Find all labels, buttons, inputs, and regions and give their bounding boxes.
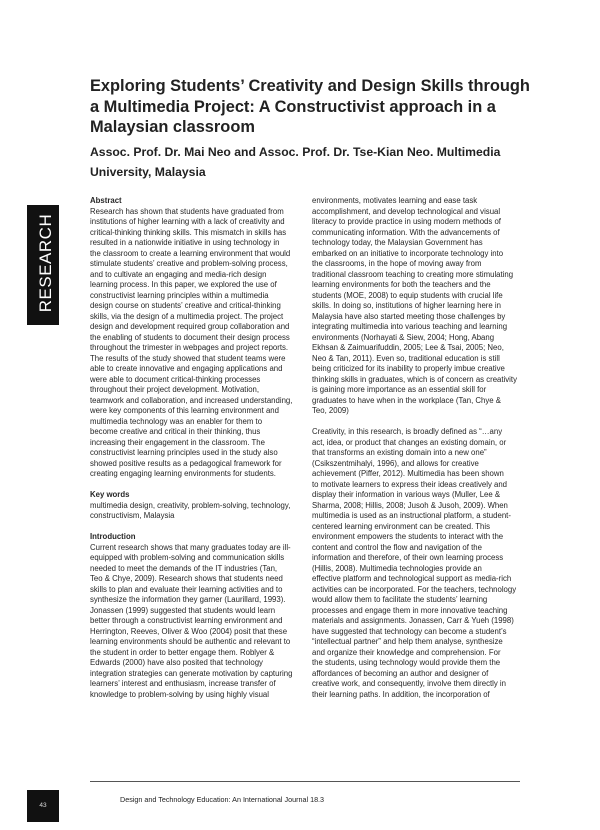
text-line: learning process. In this paper, we explored the use of <box>90 280 277 289</box>
text-line: showed positive results as a pedagogical framework for <box>90 458 282 468</box>
text-line: needed to meet the demands of the IT industries (Tan, <box>90 563 278 573</box>
text-line: processes and engage them in more innovative teaching <box>312 605 508 615</box>
text-line: activities can be incorporated. For the teachers, technology <box>312 584 517 594</box>
text-line: Creativity, in this research, is broadly defined as “…any <box>312 427 503 436</box>
text-line: teamwork and collaboration, and increased understanding, <box>90 395 293 405</box>
text-line: able to create innovative and engaging applications and <box>90 364 283 373</box>
text-line: constructivism, Malaysia <box>90 511 175 520</box>
text-line: that transforms an existing domain into a new one” <box>312 448 487 457</box>
text-line: synthesize the information they garner (Laurillard, 1993). <box>90 595 286 604</box>
text-line: integrating multimedia into various teaching and learning <box>312 322 508 331</box>
paragraph-gap <box>312 417 536 428</box>
text-line: stimulate students’ creative and problem-solving process, <box>90 259 288 268</box>
left-column <box>90 196 314 700</box>
text-line: (Csikszentmihalyi, 1996), and allows for creative <box>312 458 479 468</box>
text-line: skills. In doing so, institutions of higher learning here in <box>312 301 501 310</box>
text-line: learners’ interest and enthusiasm, increase transfer of <box>90 679 276 688</box>
text-line: critical-thinking thinking skills. This mismatch in skills has <box>90 227 287 237</box>
text-line: creative work, and consequently, involve them directly in <box>312 679 507 688</box>
section-sidebar-tab <box>27 205 59 325</box>
text-line: thinking skills in graduates, which is of concern as creativity <box>312 374 517 384</box>
text-line: literacy to provide practice in using modern methods of <box>312 217 501 226</box>
text-line: information and therefore, of their own learning process <box>312 553 504 562</box>
text-line: and to cultivate an engaging and media-rich design <box>90 269 267 279</box>
footer-divider <box>90 781 520 782</box>
text-line: achievement (Piffer, 2012). Multimedia has been shown <box>312 469 504 478</box>
text-line: technology today, the Malaysian Government has <box>312 238 483 247</box>
text-line: become creative and critical in their thinking, thus <box>90 427 261 436</box>
journal-footer: Design and Technology Education: An International Journal 18.3 <box>120 795 325 804</box>
text-line: content and control the flow and navigation of the <box>312 542 482 552</box>
section-heading: Abstract <box>90 196 122 205</box>
text-line: materials and assignments. Jonassen, Carr & Yueh (1998) <box>312 616 514 625</box>
text-line: the enabling of students to document their design process <box>90 332 290 342</box>
text-line: learning environments for both the teachers and the <box>312 280 491 289</box>
text-line: equipped with problem-solving and communication skills <box>90 553 285 562</box>
text-line: (Hillis, 2008). Multimedia technologies provide an <box>312 563 482 573</box>
paragraph-gap <box>90 522 314 533</box>
text-line: creating engaging learning environments for students. <box>90 469 276 478</box>
text-line: design course on students’ creative and critical-thinking <box>90 301 281 310</box>
text-line: Current research shows that many graduates today are ill- <box>90 542 291 552</box>
text-line: constructivist learning principles within a multimedia <box>90 290 269 300</box>
text-line: were able to document critical-thinking processes <box>90 374 261 384</box>
text-line: Ekhsan & Zaimuarifuddin, 2005; Lee & Tsai, 2005; Neo, <box>312 343 504 352</box>
text-line: the classrooms, in the hope of moving away from <box>312 259 482 268</box>
section-heading: Introduction <box>90 532 136 541</box>
text-line: students (MOE, 2008) to equip students with crucial life <box>312 290 503 300</box>
text-line: Malaysia have also started meeting those challenges by <box>312 311 506 321</box>
text-line: Edwards (2000) have also posited that technology <box>90 658 263 667</box>
text-line: skills, via the design of a multimedia project. The project <box>90 311 284 321</box>
text-line: to motivate learners to express their ideas creatively and <box>312 479 508 489</box>
text-line: Sharma, 2008; Hillis, 2008; Jusoh & Jusoh, 2009). When <box>312 500 508 510</box>
text-line: skills to plan and evaluate their learning activities and to <box>90 584 283 594</box>
page-number-tab <box>27 790 59 822</box>
text-line: the students, using technology would provide them the <box>312 658 501 667</box>
section-heading: Key words <box>90 490 130 499</box>
text-line: would allow them to facilitate the students’ learning <box>312 595 488 604</box>
text-line: the student in order to better engage them. Roblyer & <box>90 647 275 657</box>
text-line: constructivist learning principles used in the study also <box>90 448 278 457</box>
text-line: knowledge to problem-solving by using highly visual <box>90 689 269 699</box>
text-line: institutions of higher learning with a lack of creativity and <box>90 217 285 226</box>
text-line: their learning paths. In addition, the incorporation of <box>312 689 490 699</box>
text-line: display their information in various ways (Muller, Lee & <box>312 490 501 499</box>
text-line: integration strategies can generate motivation by capturing <box>90 668 293 678</box>
text-line: “intellectual partner” and help them analyse, synthesize <box>312 637 503 646</box>
text-line: environment empowers the students to interact with the <box>312 532 504 541</box>
text-line: multimedia is used as an instructional platform, a student- <box>312 511 511 520</box>
text-line: have suggested that technology can become a student’s <box>312 626 507 636</box>
text-line: environments (Norhayati & Siew, 2004; Hong, Abang <box>312 332 495 342</box>
text-line: throughout their project development. Motivation, <box>90 385 260 394</box>
section-label: RESEARCH <box>36 213 55 313</box>
text-line: resulted in a nationwide initiative in using technology in <box>90 238 280 247</box>
text-line: better through a constructivist learning environment and <box>90 616 283 625</box>
text-line: The results of the study showed that student teams were <box>90 353 286 363</box>
text-line: and organize their knowledge and comprehension. For <box>312 647 501 657</box>
text-line: being criticized for its inability to properly imbue creative <box>312 364 505 373</box>
text-line: accomplishment, and develop technological and visual <box>312 206 501 216</box>
text-line: Teo & Chye, 2009). Research shows that students need <box>90 574 283 583</box>
article-title: Exploring Students’ Creativity and Design Skills through a Multimedia Project: A Constructivist approach in a Malaysian classroom <box>90 77 530 136</box>
text-line: were key components of this learning environment and <box>90 406 279 415</box>
text-line: design and development required group collaboration and <box>90 322 290 331</box>
text-line: Neo & Tan, 2011). Even so, traditional education is still <box>312 353 500 363</box>
text-line: environments, motivates learning and ease task <box>312 196 478 205</box>
text-line: traditional classroom teaching to creating more stimulating <box>312 269 514 279</box>
text-line: Jonassen (1999) suggested that students would learn <box>90 605 276 615</box>
text-line: Research has shown that students have graduated from <box>90 206 284 216</box>
text-line: affordances of becoming an author and designer of <box>312 668 489 678</box>
text-line: embarked on an initiative to incorporate technology into <box>312 248 504 258</box>
text-line: graduates to have when in the workplace (Tan, Chye & <box>312 395 501 405</box>
text-line: effective platform and technological support as media-rich <box>312 574 512 583</box>
page-number: 43 <box>39 802 47 809</box>
text-line: act, idea, or product that changes an existing domain, or <box>312 437 507 447</box>
text-line: communicating information. With the advancements of <box>312 227 500 237</box>
text-line: throughout the trimester in webpages and project reports. <box>90 343 289 352</box>
text-line: the classroom to create a learning environment that would <box>90 248 291 258</box>
text-line: learning environments should be authentic and relevant to <box>90 637 291 646</box>
text-line: is gaining more importance as an essential skill for <box>312 385 487 394</box>
paragraph-gap <box>90 480 314 491</box>
text-line: increasing their engagement in the classroom. The <box>90 437 265 447</box>
text-line: Teo, 2009) <box>312 406 349 415</box>
text-line: multimedia technology was an enabler for them to <box>90 416 263 426</box>
right-column <box>312 196 536 700</box>
text-line: centered learning environment can be created. This <box>312 521 490 531</box>
author-line: Assoc. Prof. Dr. Mai Neo and Assoc. Prof. Dr. Tse-Kian Neo. Multimedia University, Malaysia <box>90 145 501 179</box>
text-line: Herrington, Reeves, Oliver & Woo (2004) posit that these <box>90 626 288 636</box>
text-line: multimedia design, creativity, problem-solving, technology, <box>90 500 291 510</box>
